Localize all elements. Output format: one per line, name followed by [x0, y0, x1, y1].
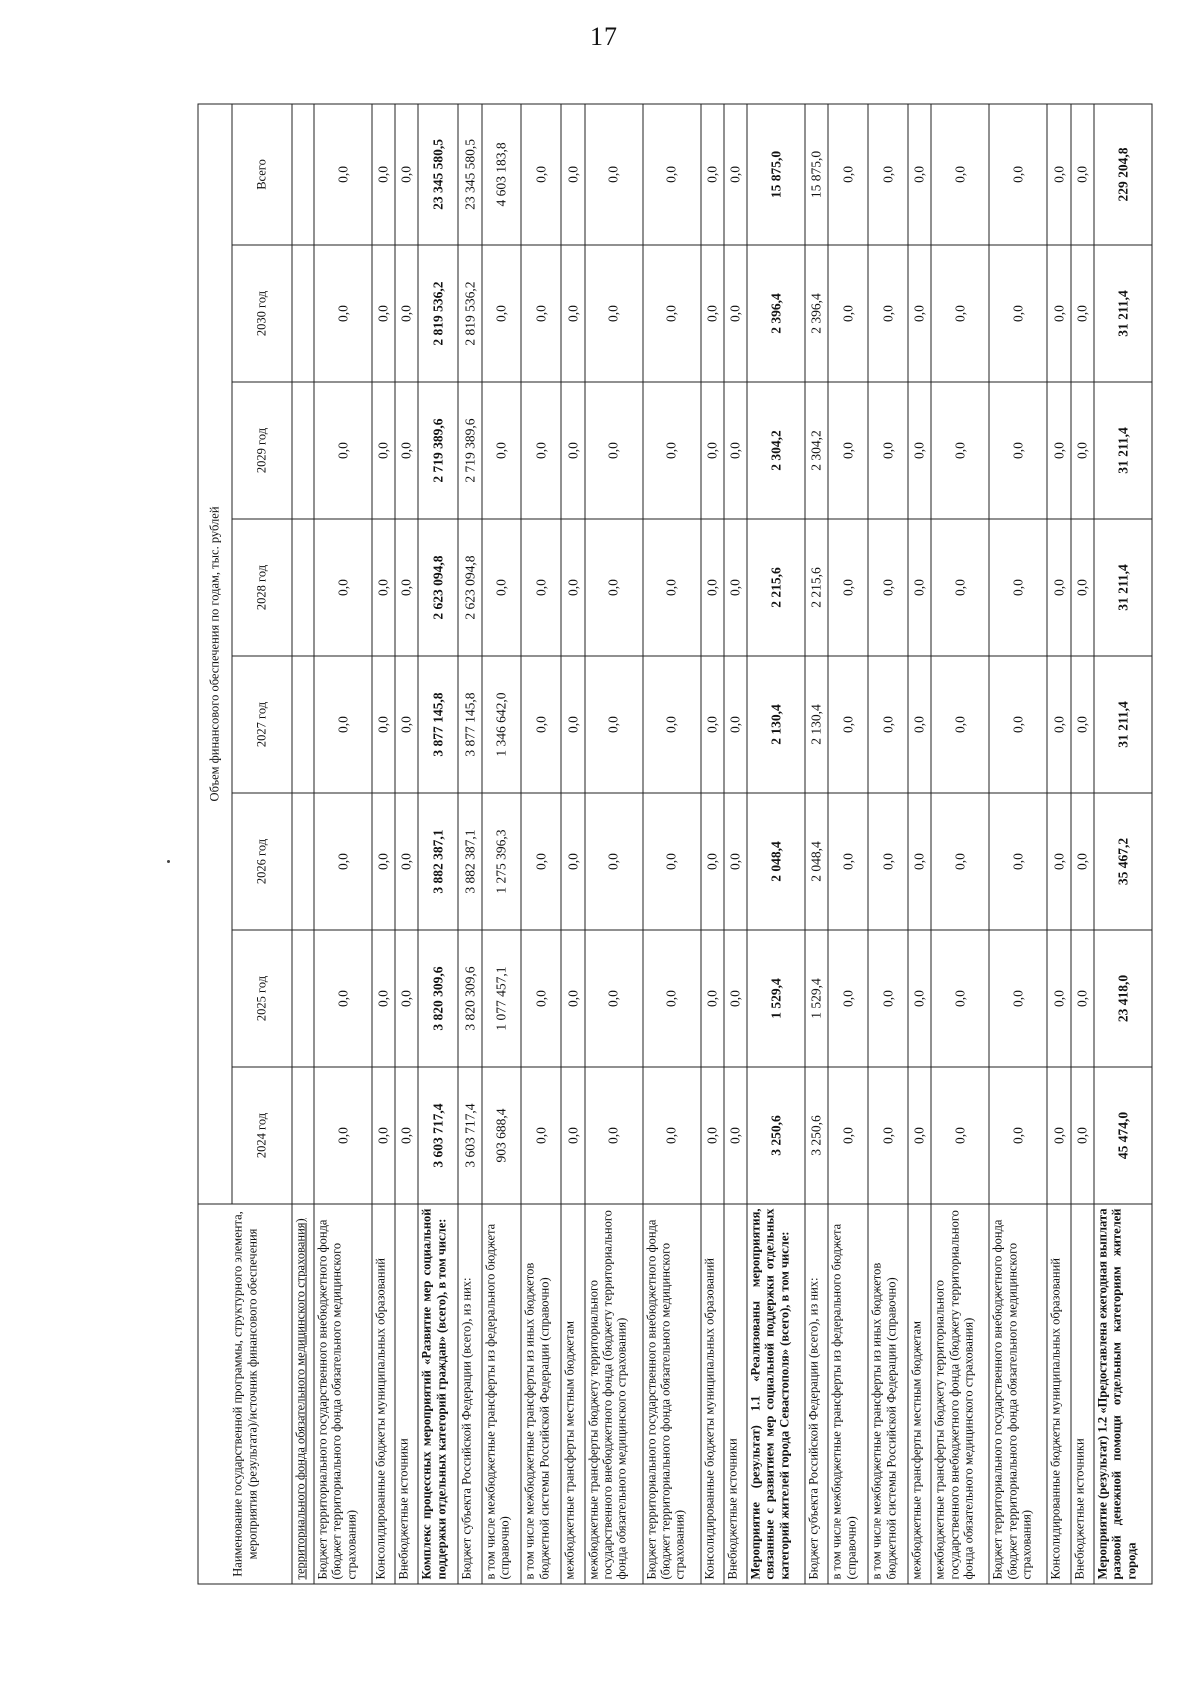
table-row — [724, 104, 747, 1584]
cell-value: 0,0 — [931, 793, 989, 930]
table-row — [1094, 104, 1152, 1584]
cell-value: 1 346 642,0 — [482, 656, 522, 793]
cell-value: 0,0 — [521, 1067, 561, 1204]
cell-total: 0,0 — [521, 104, 561, 245]
cell-value: 0,0 — [372, 1067, 395, 1204]
table-rotated-container — [198, 105, 1153, 1585]
cell-value: 0,0 — [561, 382, 584, 519]
cell-value: 0,0 — [989, 930, 1047, 1067]
table-row — [868, 104, 908, 1584]
cell-value: 0,0 — [868, 793, 908, 930]
cell-total: 0,0 — [1047, 104, 1070, 245]
cell-value: 0,0 — [701, 519, 724, 656]
cell-value: 2 719 389,6 — [458, 382, 481, 519]
row-name: Бюджет территориального государственного внебюджетного фонда (бюджет территориального фонда обязательного медицинского страхования) — [314, 1204, 372, 1584]
cell-value: 0,0 — [989, 519, 1047, 656]
cell-value: 0,0 — [643, 930, 701, 1067]
cell-value: 0,0 — [1071, 930, 1094, 1067]
row-name: Консолидированные бюджеты муниципальных образований — [1047, 1204, 1070, 1584]
cell-value: 3 877 145,8 — [418, 656, 458, 793]
cell-value: 3 820 309,6 — [418, 930, 458, 1067]
cell-value: 0,0 — [482, 382, 522, 519]
table-row — [989, 104, 1047, 1584]
header-name-col: Наименование государственной программы, структурного элемента, мероприятия (результата)/источник финансового обеспечения — [198, 1204, 292, 1584]
cell-total: 229 204,8 — [1094, 104, 1152, 245]
cell-value: 0,0 — [931, 1067, 989, 1204]
cell-value: 0,0 — [1047, 656, 1070, 793]
cell-value: 23 418,0 — [1094, 930, 1152, 1067]
cell-value: 2 719 389,6 — [418, 382, 458, 519]
cell-value: 0,0 — [314, 793, 372, 930]
cell-value: 2 304,2 — [805, 382, 828, 519]
cell-value: 3 250,6 — [805, 1067, 828, 1204]
cell-value: 0,0 — [585, 1067, 643, 1204]
cell-value: 0,0 — [724, 1067, 747, 1204]
header-year-6: 2030 год — [232, 245, 292, 382]
row-name: Консолидированные бюджеты муниципальных образований — [372, 1204, 395, 1584]
cell-total: 4 603 183,8 — [482, 104, 522, 245]
cell-value: 0,0 — [931, 656, 989, 793]
table-row — [585, 104, 643, 1584]
cell-value: 903 688,4 — [482, 1067, 522, 1204]
cell-value: 2 215,6 — [747, 519, 805, 656]
cell-value: 0,0 — [314, 1067, 372, 1204]
table-row — [314, 104, 372, 1584]
cell-total: 0,0 — [395, 104, 418, 245]
cell-value: 0,0 — [1071, 519, 1094, 656]
cell-value: 0,0 — [1047, 519, 1070, 656]
cell-value: 0,0 — [724, 656, 747, 793]
cell-value: 0,0 — [521, 656, 561, 793]
cell-value: 0,0 — [1047, 1067, 1070, 1204]
cell-value: 0,0 — [395, 793, 418, 930]
cell-value: 0,0 — [585, 656, 643, 793]
cell-value: 0,0 — [908, 930, 931, 1067]
cell-value: 3 603 717,4 — [418, 1067, 458, 1204]
table-row — [372, 104, 395, 1584]
cell-value: 0,0 — [314, 656, 372, 793]
cell-total: 0,0 — [828, 104, 868, 245]
cell-value: 0,0 — [701, 793, 724, 930]
cell-value: 0,0 — [395, 656, 418, 793]
cell-value: 0,0 — [724, 930, 747, 1067]
table-body — [292, 104, 1152, 1584]
table-row — [561, 104, 584, 1584]
cell-value: 31 211,4 — [1094, 382, 1152, 519]
cell-value: 0,0 — [372, 656, 395, 793]
row-name: Бюджет территориального государственного внебюджетного фонда (бюджет территориального фонда обязательного медицинского страхования) — [643, 1204, 701, 1584]
cell-value: 0,0 — [828, 245, 868, 382]
cell-value: 0,0 — [561, 930, 584, 1067]
cell-value: 0,0 — [701, 382, 724, 519]
header-year-2: 2026 год — [232, 793, 292, 930]
row-name: Бюджет субъекта Российской Федерации (всего), из них: — [458, 1204, 481, 1584]
cell-value: 0,0 — [1071, 382, 1094, 519]
cell-total: 0,0 — [585, 104, 643, 245]
cell-value: 0,0 — [314, 519, 372, 656]
row-name: Комплекс процессных мероприятий «Развитие мер социальной поддержки отдельных категорий граждан» (всего), в том числе: — [418, 1204, 458, 1584]
cell-value: 0,0 — [482, 519, 522, 656]
cell-value — [292, 245, 314, 382]
cell-value: 0,0 — [724, 245, 747, 382]
cell-value: 0,0 — [521, 793, 561, 930]
cell-value: 2 396,4 — [805, 245, 828, 382]
cell-total: 0,0 — [908, 104, 931, 245]
cell-value: 0,0 — [701, 245, 724, 382]
cell-value: 0,0 — [989, 656, 1047, 793]
cell-total: 0,0 — [561, 104, 584, 245]
cell-value: 0,0 — [1047, 930, 1070, 1067]
cell-value: 0,0 — [828, 1067, 868, 1204]
cell-value — [292, 930, 314, 1067]
cell-value: 0,0 — [521, 382, 561, 519]
table-row — [292, 104, 314, 1584]
cell-value: 3 882 387,1 — [458, 793, 481, 930]
header-year-4: 2028 год — [232, 519, 292, 656]
header-year-0: 2024 год — [232, 1067, 292, 1204]
cell-value: 0,0 — [1071, 1067, 1094, 1204]
cell-value: 31 211,4 — [1094, 245, 1152, 382]
cell-value: 0,0 — [372, 519, 395, 656]
cell-value — [292, 656, 314, 793]
cell-value: 0,0 — [868, 519, 908, 656]
cell-value: 0,0 — [561, 1067, 584, 1204]
cell-value: 0,0 — [1071, 793, 1094, 930]
row-name: в том числе межбюджетные трансферты из иных бюджетов бюджетной системы Российской Федерации (справочно) — [868, 1204, 908, 1584]
cell-value: 31 211,4 — [1094, 656, 1152, 793]
cell-value: 0,0 — [643, 519, 701, 656]
cell-value: 0,0 — [908, 382, 931, 519]
cell-value — [292, 1067, 314, 1204]
cell-value: 0,0 — [314, 382, 372, 519]
cell-value: 31 211,4 — [1094, 519, 1152, 656]
cell-value: 0,0 — [1047, 245, 1070, 382]
cell-value: 0,0 — [372, 930, 395, 1067]
cell-value: 3 882 387,1 — [418, 793, 458, 930]
cell-total: 23 345 580,5 — [458, 104, 481, 245]
row-name: Бюджет территориального государственного внебюджетного фонда (бюджет территориального фонда обязательного медицинского страхования) — [989, 1204, 1047, 1584]
table-row — [908, 104, 931, 1584]
financing-table — [198, 103, 1153, 1584]
cell-value: 45 474,0 — [1094, 1067, 1152, 1204]
row-name: межбюджетные трансферты бюджету территориального государственного внебюджетного фонда (бюджету территориального фонда обязательного медицинского страхования) — [585, 1204, 643, 1584]
cell-total: 15 875,0 — [747, 104, 805, 245]
cell-value: 3 877 145,8 — [458, 656, 481, 793]
table-row — [805, 104, 828, 1584]
cell-value: 0,0 — [585, 245, 643, 382]
row-name: Внебюджетные источники — [724, 1204, 747, 1584]
cell-value: 0,0 — [868, 930, 908, 1067]
cell-value: 0,0 — [585, 793, 643, 930]
cell-value: 35 467,2 — [1094, 793, 1152, 930]
cell-value: 0,0 — [931, 245, 989, 382]
cell-total: 0,0 — [724, 104, 747, 245]
cell-value: 0,0 — [1047, 793, 1070, 930]
cell-value: 0,0 — [561, 656, 584, 793]
cell-value: 2 819 536,2 — [458, 245, 481, 382]
cell-value: 0,0 — [314, 930, 372, 1067]
row-name: межбюджетные трансферты бюджету территориального государственного внебюджетного фонда (бюджету территориального фонда обязательного медицинского страхования) — [931, 1204, 989, 1584]
cell-value: 0,0 — [643, 245, 701, 382]
cell-value: 0,0 — [521, 519, 561, 656]
table-row — [482, 104, 522, 1584]
cell-value — [292, 793, 314, 930]
header-year-5: 2029 год — [232, 382, 292, 519]
table-row — [395, 104, 418, 1584]
cell-value: 1 529,4 — [805, 930, 828, 1067]
cell-value: 0,0 — [561, 519, 584, 656]
cell-value: 0,0 — [585, 382, 643, 519]
cell-value: 0,0 — [585, 930, 643, 1067]
cell-value: 0,0 — [395, 245, 418, 382]
cell-total — [292, 104, 314, 245]
row-name: Мероприятие (результат) 1.1 «Реализованы мероприятия, связанные с развитием мер социальной поддержки отдельных категорий жителей города Севастополя» (всего), в том числе: — [747, 1204, 805, 1584]
cell-value: 0,0 — [521, 930, 561, 1067]
scan-speck — [167, 860, 170, 863]
cell-value: 0,0 — [561, 793, 584, 930]
cell-value: 0,0 — [395, 1067, 418, 1204]
cell-value: 0,0 — [828, 930, 868, 1067]
cell-value: 2 623 094,8 — [458, 519, 481, 656]
row-name: в том числе межбюджетные трансферты из федерального бюджета (справочно) — [482, 1204, 522, 1584]
cell-value: 0,0 — [931, 382, 989, 519]
cell-total: 0,0 — [643, 104, 701, 245]
cell-value: 0,0 — [868, 1067, 908, 1204]
cell-value: 0,0 — [989, 1067, 1047, 1204]
cell-value: 2 048,4 — [747, 793, 805, 930]
cell-value: 0,0 — [828, 656, 868, 793]
cell-value: 0,0 — [724, 519, 747, 656]
table-row — [747, 104, 805, 1584]
cell-value: 0,0 — [482, 245, 522, 382]
cell-total: 15 875,0 — [805, 104, 828, 245]
row-name: территориального фонда обязательного медицинского страхования) — [292, 1204, 314, 1584]
cell-value — [292, 382, 314, 519]
table-row — [931, 104, 989, 1584]
cell-total: 0,0 — [701, 104, 724, 245]
cell-value — [292, 519, 314, 656]
cell-value: 0,0 — [931, 930, 989, 1067]
cell-total: 0,0 — [989, 104, 1047, 245]
cell-value: 0,0 — [701, 656, 724, 793]
table-row — [1071, 104, 1094, 1584]
cell-value: 0,0 — [724, 382, 747, 519]
cell-value: 2 130,4 — [747, 656, 805, 793]
cell-value: 0,0 — [643, 382, 701, 519]
cell-value: 0,0 — [521, 245, 561, 382]
cell-total: 0,0 — [931, 104, 989, 245]
header-year-7: Всего — [232, 104, 292, 245]
row-name: Внебюджетные источники — [1071, 1204, 1094, 1584]
cell-value: 2 819 536,2 — [418, 245, 458, 382]
cell-value: 0,0 — [1047, 382, 1070, 519]
cell-total: 23 345 580,5 — [418, 104, 458, 245]
header-year-1: 2025 год — [232, 930, 292, 1067]
cell-value: 0,0 — [828, 382, 868, 519]
cell-value: 0,0 — [701, 930, 724, 1067]
page-number: 17 — [590, 22, 618, 51]
row-name: Бюджет субъекта Российской Федерации (всего), из них: — [805, 1204, 828, 1584]
row-name: Внебюджетные источники — [395, 1204, 418, 1584]
cell-value: 0,0 — [1071, 245, 1094, 382]
cell-value: 0,0 — [908, 793, 931, 930]
cell-value: 3 250,6 — [747, 1067, 805, 1204]
cell-value: 0,0 — [395, 382, 418, 519]
cell-value: 0,0 — [724, 793, 747, 930]
cell-value: 0,0 — [1071, 656, 1094, 793]
cell-value: 2 130,4 — [805, 656, 828, 793]
cell-value: 0,0 — [868, 382, 908, 519]
cell-value: 0,0 — [908, 519, 931, 656]
cell-total: 0,0 — [868, 104, 908, 245]
table-row — [643, 104, 701, 1584]
header-group: Объем финансового обеспечения по годам, тыс. рублей — [198, 104, 232, 1204]
table-row — [458, 104, 481, 1584]
table-row — [418, 104, 458, 1584]
cell-value: 1 275 396,3 — [482, 793, 522, 930]
cell-value: 1 529,4 — [747, 930, 805, 1067]
cell-total: 0,0 — [372, 104, 395, 245]
cell-value: 3 603 717,4 — [458, 1067, 481, 1204]
cell-value: 2 048,4 — [805, 793, 828, 930]
table-row — [521, 104, 561, 1584]
cell-value: 0,0 — [868, 245, 908, 382]
row-name: в том числе межбюджетные трансферты из федерального бюджета (справочно) — [828, 1204, 868, 1584]
cell-value: 0,0 — [561, 245, 584, 382]
cell-value: 0,0 — [314, 245, 372, 382]
cell-value: 2 623 094,8 — [418, 519, 458, 656]
cell-total: 0,0 — [1071, 104, 1094, 245]
cell-value: 0,0 — [908, 1067, 931, 1204]
cell-value: 3 820 309,6 — [458, 930, 481, 1067]
cell-value: 2 215,6 — [805, 519, 828, 656]
row-name: в том числе межбюджетные трансферты из иных бюджетов бюджетной системы Российской Федерации (справочно) — [521, 1204, 561, 1584]
cell-value: 0,0 — [989, 245, 1047, 382]
cell-value: 0,0 — [908, 245, 931, 382]
cell-value: 0,0 — [931, 519, 989, 656]
cell-value: 0,0 — [908, 656, 931, 793]
cell-value: 0,0 — [989, 793, 1047, 930]
cell-value: 0,0 — [395, 519, 418, 656]
row-name: Консолидированные бюджеты муниципальных образований — [701, 1204, 724, 1584]
cell-value: 1 077 457,1 — [482, 930, 522, 1067]
row-name: межбюджетные трансферты местным бюджетам — [908, 1204, 931, 1584]
cell-value: 2 396,4 — [747, 245, 805, 382]
cell-value: 0,0 — [989, 382, 1047, 519]
cell-value: 0,0 — [701, 1067, 724, 1204]
cell-value: 0,0 — [828, 519, 868, 656]
cell-value: 0,0 — [643, 656, 701, 793]
cell-value: 0,0 — [643, 1067, 701, 1204]
cell-value: 0,0 — [585, 519, 643, 656]
cell-value: 0,0 — [395, 930, 418, 1067]
row-name: межбюджетные трансферты местным бюджетам — [561, 1204, 584, 1584]
cell-total: 0,0 — [314, 104, 372, 245]
table-row — [1047, 104, 1070, 1584]
cell-value: 0,0 — [372, 793, 395, 930]
header-row-group — [198, 104, 232, 1584]
row-name: Мероприятие (результат) 1.2 «Предоставлена ежегодная выплата разовой денежной помощи отдельным категориям жителей города — [1094, 1204, 1152, 1584]
cell-value: 0,0 — [868, 656, 908, 793]
cell-value: 0,0 — [372, 382, 395, 519]
header-year-3: 2027 год — [232, 656, 292, 793]
cell-value: 2 304,2 — [747, 382, 805, 519]
cell-value: 0,0 — [643, 793, 701, 930]
cell-value: 0,0 — [828, 793, 868, 930]
table-row — [828, 104, 868, 1584]
cell-value: 0,0 — [372, 245, 395, 382]
table-row — [701, 104, 724, 1584]
